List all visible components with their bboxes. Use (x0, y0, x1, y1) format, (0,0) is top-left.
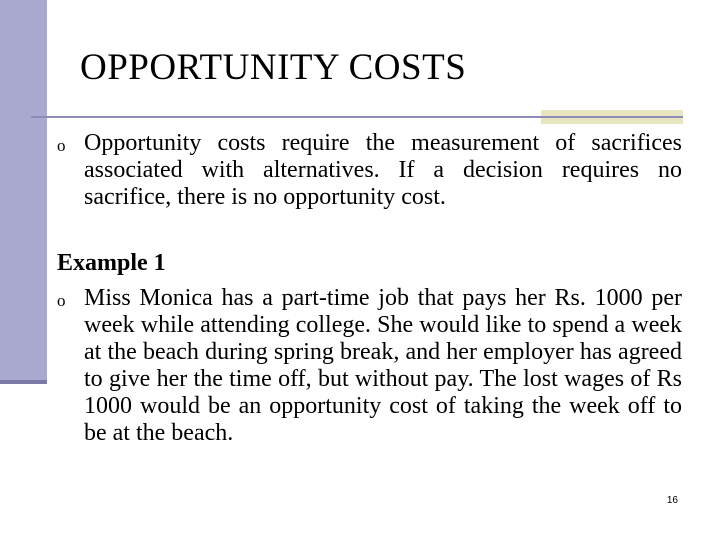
left-bar-edge (0, 380, 47, 384)
definition-paragraph: Opportunity costs require the measurement of sacrifices associated with alternatives. If a decision requires no sacrifice, there is no opportunity cost. (84, 130, 682, 210)
page-number: 16 (666, 495, 678, 506)
example-heading: Example 1 (57, 250, 166, 276)
bullet-marker: o (57, 291, 66, 310)
title-rule-line (31, 116, 683, 118)
bullet-marker: o (57, 136, 66, 155)
example-paragraph: Miss Monica has a part-time job that pays her Rs. 1000 per week while attending college. She would like to spend a week at the beach during spring break, and her employer has agreed to give her the time off, but without pay. The lost wages of Rs 1000 would be an opportunity cost of taking the week off to be at the beach. (84, 285, 682, 446)
left-decorative-bar (0, 0, 47, 383)
slide-title: OPPORTUNITY COSTS (80, 47, 467, 88)
